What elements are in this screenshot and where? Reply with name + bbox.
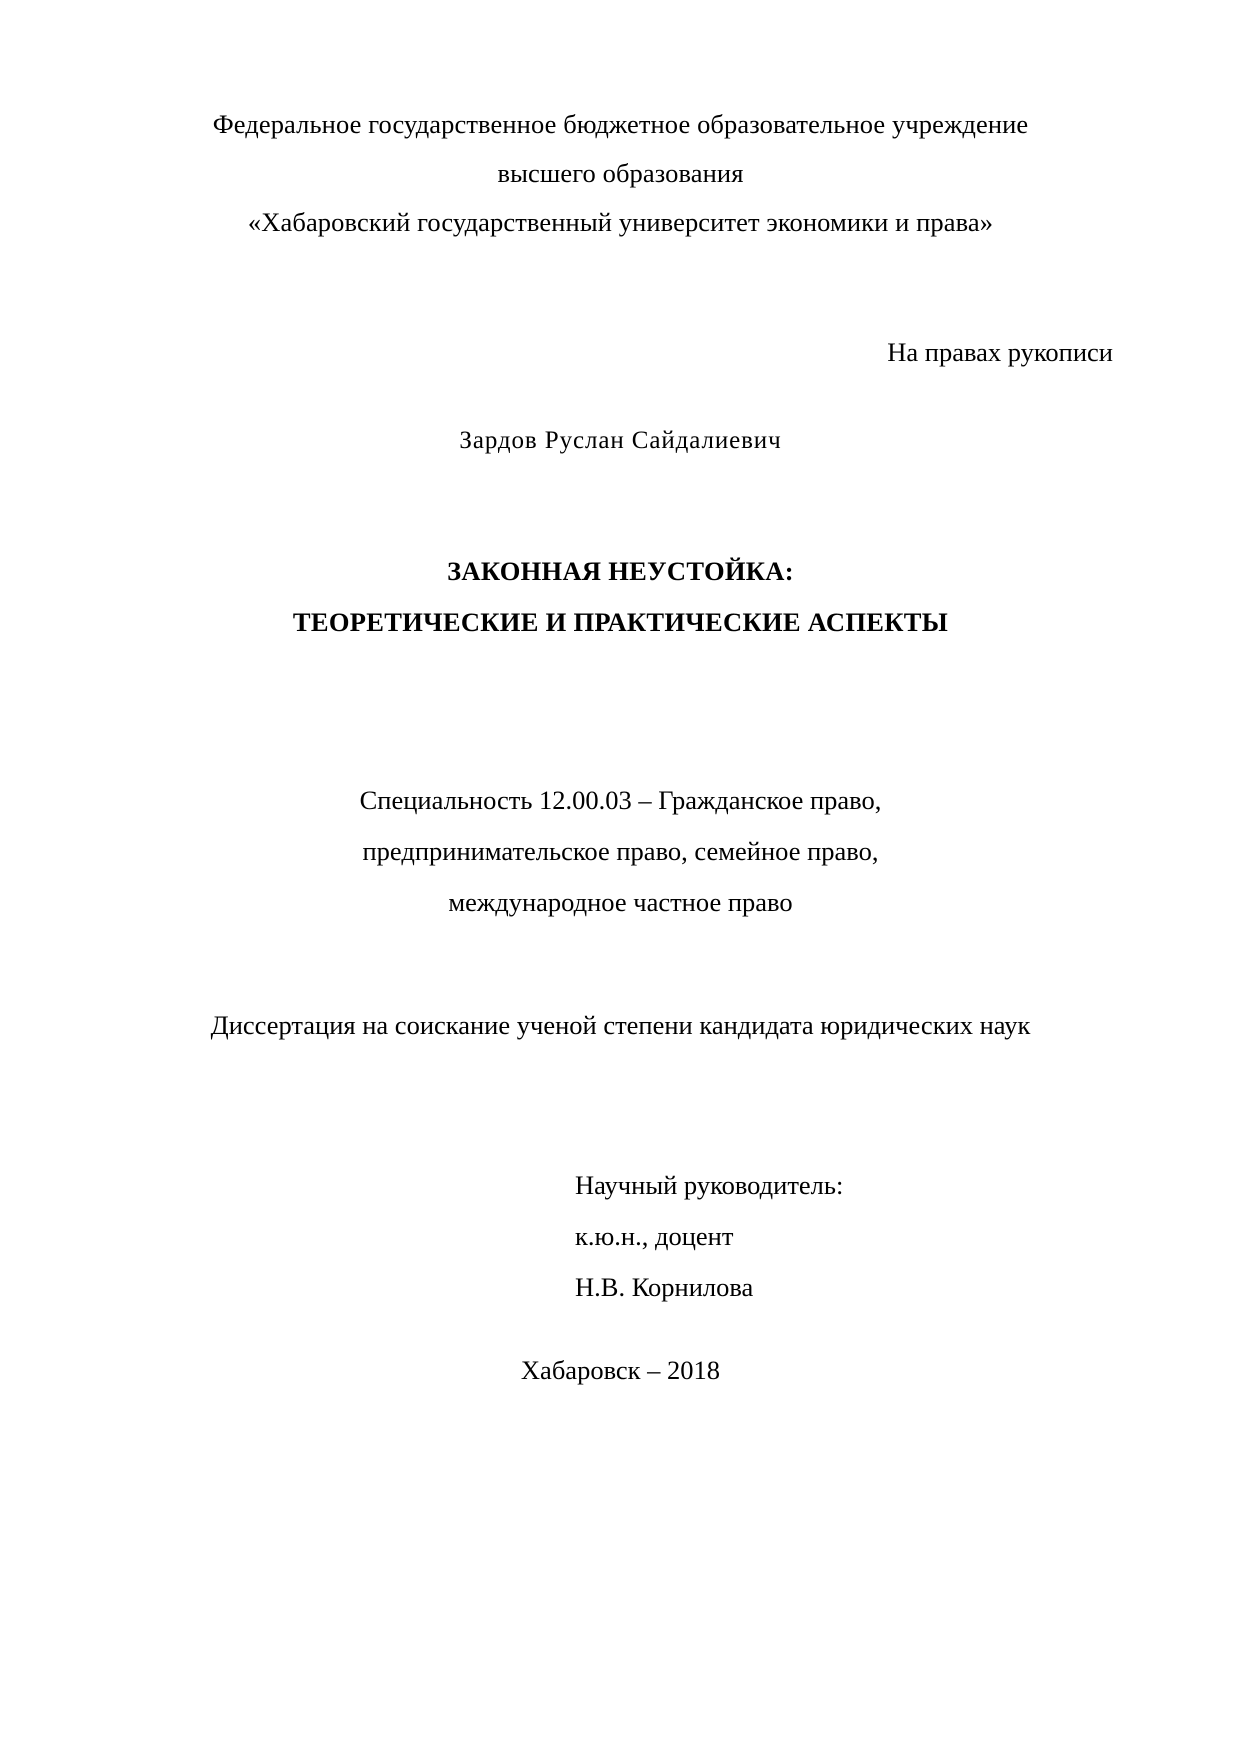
title-line-2: ТЕОРЕТИЧЕСКИЕ И ПРАКТИЧЕСКИЕ АСПЕКТЫ xyxy=(292,607,949,637)
specialty-line-3: международное частное право xyxy=(448,887,793,917)
supervisor-name: Н.В. Корнилова xyxy=(575,1272,754,1302)
manuscript-rights-block xyxy=(120,328,1113,377)
supervisor-block xyxy=(575,1160,1121,1313)
degree-statement-block xyxy=(120,1000,1121,1051)
page-content xyxy=(120,0,1121,1755)
supervisor-label: Научный руководитель: xyxy=(575,1170,844,1200)
city-year: Хабаровск – 2018 xyxy=(520,1355,721,1385)
author-name: Зардов Руслан Сайдалиевич xyxy=(459,427,782,454)
supervisor-rank: к.ю.н., доцент xyxy=(575,1221,734,1251)
organization-header xyxy=(160,100,1081,247)
specialty-line-2: предпринимательское право, семейное право, xyxy=(362,836,879,866)
specialty-line-1: Специальность 12.00.03 – Гражданское право, xyxy=(359,785,882,815)
organization-line-1: Федеральное государственное бюджетное образовательное учреждение xyxy=(212,109,1029,139)
specialty-block xyxy=(120,775,1121,928)
dissertation-title xyxy=(120,546,1121,648)
title-line-1: ЗАКОННАЯ НЕУСТОЙКА: xyxy=(447,556,794,586)
manuscript-rights-note: На правах рукописи xyxy=(887,337,1113,367)
footer-block xyxy=(120,1345,1121,1396)
organization-line-2: высшего образования xyxy=(497,158,744,188)
author-block xyxy=(120,416,1121,465)
organization-line-3: «Хабаровский государственный университет экономики и права» xyxy=(247,207,994,237)
degree-statement: Диссертация на соискание ученой степени кандидата юридических наук xyxy=(210,1010,1031,1040)
